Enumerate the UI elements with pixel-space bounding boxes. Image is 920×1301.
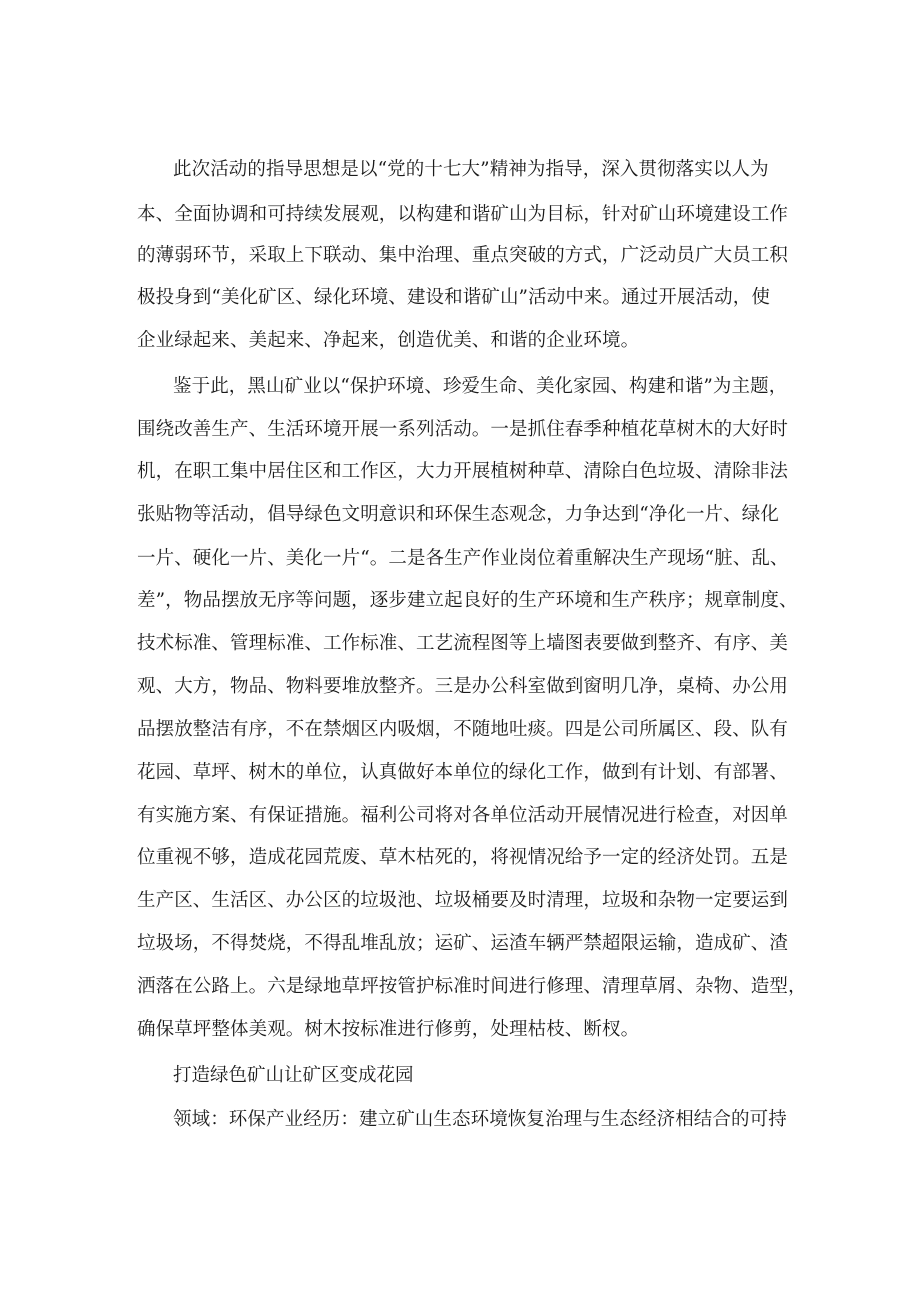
text-line: 生产区、生活区、办公区的垃圾池、垃圾桶要及时清理，垃圾和杂物一定要运到 [137,890,789,911]
text-line: 有实施方案、有保证措施。福利公司将对各单位活动开展情况进行检查，对因单 [137,805,789,826]
text-line: 垃圾场，不得焚烧，不得乱堆乱放；运矿、运渣车辆严禁超限运输，造成矿、渣 [137,933,789,954]
text-line: 技术标准、管理标准、工作标准、工艺流程图等上墙图表要做到整齐、有序、美 [137,633,789,654]
text-line: 位重视不够，造成花园荒废、草木枯死的，将视情况给予一定的经济处罚。五是 [137,847,789,868]
text-line-field: 领域：环保产业经历：建立矿山生态环境恢复治理与生态经济相结合的可持 [173,1109,787,1130]
text-line: 机，在职工集中居住区和工作区，大力开展植树种草、清除白色垃圾、清除非法 [137,461,789,482]
text-line: 品摆放整洁有序，不在禁烟区内吸烟，不随地吐痰。四是公司所属区、段、队有 [137,719,789,740]
text-line: 的薄弱环节，采取上下联动、集中治理、重点突破的方式，广泛动员广大员工积 [137,245,789,266]
text-line: 鉴于此，黑山矿业以“保护环境、珍爱生命、美化家园、构建和谐”为主题， [173,376,788,397]
text-line: 极投身到“美化矿区、绿化环境、建设和谐矿山”活动中来。通过开展活动，使 [137,287,770,308]
text-line: 围绕改善生产、生活环境开展一系列活动。一是抓住春季种植花草树木的大好时 [137,419,789,440]
text-line: 洒落在公路上。六是绿地草坪按管护标准时间进行修理、清理草屑、杂物、造型， [137,976,807,997]
text-line: 本、全面协调和可持续发展观，以构建和谐矿山为目标，针对矿山环境建设工作 [137,204,789,225]
text-line: 张贴物等活动，倡导绿色文明意识和环保生态观念，力争达到“净化一片、绿化 [137,504,779,525]
text-line: 花园、草坪、树木的单位，认真做好本单位的绿化工作，做到有计划、有部署、 [137,762,789,783]
text-line: 差”，物品摆放无序等问题，逐步建立起良好的生产环境和生产秩序；规章制度、 [137,590,798,611]
section-heading: 打造绿色矿山让矿区变成花园 [173,1065,414,1086]
text-line: 企业绿起来、美起来、净起来，创造优美、和谐的企业环境。 [137,330,640,351]
text-line: 一片、硬化一片、美化一片“。二是各生产作业岗位着重解决生产现场“脏、乱、 [137,548,789,569]
text-line: 此次活动的指导思想是以“党的十七大”精神为指导，深入贯彻落实以人为 [173,159,769,180]
text-line: 观、大方，物品、物料要堆放整齐。三是办公科室做到窗明几净，桌椅、办公用 [137,676,789,697]
text-line: 确保草坪整体美观。树木按标准进行修剪，处理枯枝、断杈。 [137,1019,640,1040]
